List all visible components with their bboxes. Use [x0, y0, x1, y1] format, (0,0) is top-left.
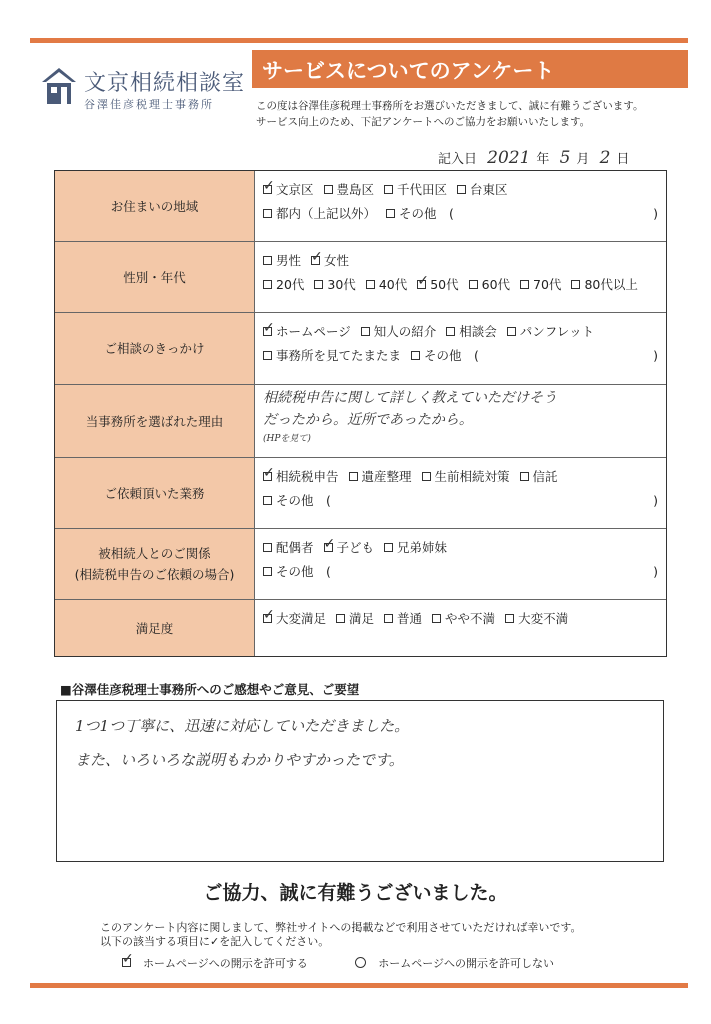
checked-checkbox-icon[interactable]: [311, 256, 320, 265]
consent-options: [122, 955, 578, 971]
option-label: ホームページ: [276, 324, 351, 339]
row-label: [55, 600, 255, 656]
footer-note: [100, 921, 581, 949]
option-label: 女性: [324, 253, 350, 268]
option-label: 大変不満: [518, 611, 569, 626]
checkbox-option[interactable]: [520, 467, 558, 485]
row-content: [255, 242, 666, 312]
checked-checkbox-icon[interactable]: [263, 614, 272, 623]
comment-box[interactable]: [56, 700, 664, 862]
handwritten-answer: 相続税申告に関して詳しく教えていただけそう: [263, 390, 557, 406]
checkbox-icon[interactable]: [457, 185, 466, 194]
checked-checkbox-icon[interactable]: [417, 280, 426, 289]
checkbox-icon[interactable]: [384, 614, 393, 623]
checkbox-icon[interactable]: [432, 614, 441, 623]
checkbox-icon[interactable]: [263, 209, 272, 218]
page-title: サービスについてのアンケート: [262, 59, 555, 83]
checked-checkbox-icon[interactable]: [263, 185, 272, 194]
checkbox-option[interactable]: [505, 609, 568, 627]
row-label: [55, 385, 255, 457]
date-year[interactable]: 2021: [487, 148, 531, 168]
close-paren: ): [653, 347, 658, 363]
option-label: 遺産整理: [361, 469, 412, 484]
house-logo-icon: [40, 66, 78, 106]
option-label: 豊島区: [336, 182, 375, 197]
checked-checkbox-icon[interactable]: [122, 958, 131, 967]
checkbox-icon[interactable]: [361, 327, 370, 336]
checkbox-icon[interactable]: [263, 256, 272, 265]
option-label: やや不満: [445, 611, 496, 626]
form-row: [55, 242, 666, 313]
checked-checkbox-icon[interactable]: [263, 472, 272, 481]
option-label: 男性: [276, 253, 302, 268]
close-paren: ): [653, 492, 658, 508]
checkbox-option[interactable]: [311, 251, 349, 269]
bottom-rule: [30, 983, 688, 988]
date-entry: [438, 148, 629, 168]
row-label-text: お住まいの地域: [110, 198, 199, 214]
checkbox-icon[interactable]: [505, 614, 514, 623]
comment-line: 1つ1つ丁寧に、迅速に対応していただきました。: [75, 717, 410, 735]
checkbox-option[interactable]: [263, 204, 376, 222]
checkbox-icon[interactable]: [324, 185, 333, 194]
checkbox-option[interactable]: [336, 609, 374, 627]
option-line: [263, 559, 658, 583]
checkbox-icon[interactable]: [469, 280, 478, 289]
option-label: その他 (: [276, 493, 331, 508]
option-label: 信託: [532, 469, 558, 484]
checkbox-option[interactable]: [263, 467, 339, 485]
checkbox-option[interactable]: [432, 609, 495, 627]
form-row: [55, 171, 666, 242]
option-label: その他 (: [276, 564, 331, 579]
checked-checkbox-icon[interactable]: [263, 327, 272, 336]
checkbox-option[interactable]: [457, 180, 508, 198]
title-bar: [252, 50, 688, 88]
option-label: 普通: [397, 611, 423, 626]
option-line: [263, 319, 658, 343]
top-rule: [30, 38, 688, 43]
checkbox-icon[interactable]: [366, 280, 375, 289]
option-label: 兄弟姉妹: [397, 540, 448, 555]
form-row: [55, 529, 666, 600]
consent-deny[interactable]: [355, 957, 566, 970]
option-line: [263, 201, 658, 225]
option-label: 20代: [276, 277, 305, 292]
option-label: 30代: [327, 277, 356, 292]
option-label: 事務所を見てたまたま: [276, 348, 402, 363]
checkbox-icon[interactable]: [349, 472, 358, 481]
option-label: 知人の紹介: [373, 324, 437, 339]
checkbox-option[interactable]: [366, 275, 407, 293]
handwritten-note: (HPを見て): [263, 434, 311, 444]
checkbox-icon[interactable]: [263, 280, 272, 289]
date-day[interactable]: 2: [599, 148, 611, 168]
row-label-text: 被相続人とのご関係: [98, 546, 211, 561]
row-label-text: ご相談のきっかけ: [104, 341, 205, 356]
checkbox-option[interactable]: [263, 275, 304, 293]
footer-line: 以下の該当する項目に✓を記入してください。: [100, 935, 330, 948]
checkbox-option[interactable]: [384, 538, 447, 556]
checkbox-icon[interactable]: [263, 543, 272, 552]
survey-form: [54, 170, 667, 657]
consent-allow-label: ホームページへの開示を許可する: [143, 957, 308, 970]
checkbox-icon[interactable]: [263, 567, 272, 576]
form-row: [55, 385, 666, 458]
option-label: その他 (: [424, 348, 479, 363]
row-content: [255, 458, 666, 528]
checkbox-icon[interactable]: [411, 351, 420, 360]
logo: [40, 66, 246, 116]
checkbox-icon[interactable]: [446, 327, 455, 336]
comment-line: また、いろいろな説明もわかりやすかったです。: [75, 751, 404, 769]
row-label-subtext: (相続税申告のご依頼の場合): [74, 567, 235, 582]
checkbox-option[interactable]: [263, 609, 326, 627]
option-label: 子ども: [336, 540, 375, 555]
checkbox-icon[interactable]: [263, 496, 272, 505]
option-label: 40代: [378, 277, 408, 292]
checkbox-option[interactable]: [263, 491, 331, 509]
checkbox-icon[interactable]: [386, 209, 395, 218]
row-label: [55, 171, 255, 241]
option-label: 生前相続対策: [434, 469, 510, 484]
consent-deny-label: ホームページへの開示を許可しない: [378, 957, 555, 970]
date-month[interactable]: 5: [559, 148, 571, 168]
checkbox-icon[interactable]: [520, 472, 529, 481]
year-unit: 年: [536, 152, 550, 167]
row-label-text: 当事務所を選ばれた理由: [85, 413, 224, 429]
consent-allow[interactable]: [122, 957, 320, 970]
option-label: 相談会: [459, 324, 497, 339]
row-label: [55, 458, 255, 528]
intro-line: サービス向上のため、下記アンケートへのご協力をお願いいたします。: [256, 116, 591, 128]
logo-subtitle: 谷澤佳彦税理士事務所: [84, 98, 214, 111]
option-label: 配偶者: [276, 540, 314, 555]
checkbox-icon[interactable]: [263, 351, 272, 360]
row-content: [255, 171, 666, 241]
row-content: [255, 529, 666, 599]
date-label: 記入日: [438, 152, 478, 167]
option-label: パンフレット: [519, 324, 595, 339]
checkbox-option[interactable]: [324, 538, 375, 556]
option-label: 80代以上: [584, 277, 638, 292]
checkbox-option[interactable]: [386, 204, 454, 222]
checked-checkbox-icon[interactable]: [324, 543, 333, 552]
comment-heading: ■谷澤佳彦税理士事務所へのご感想やご意見、ご要望: [60, 682, 360, 697]
close-paren: ): [653, 563, 658, 579]
thanks-message: ご協力、誠に有難うございました。: [203, 882, 508, 904]
checkbox-icon[interactable]: [336, 614, 345, 623]
checkbox-icon[interactable]: [422, 472, 431, 481]
checkbox-option[interactable]: [384, 180, 447, 198]
row-content: [255, 313, 666, 384]
checkbox-option[interactable]: [469, 275, 510, 293]
checkbox-icon[interactable]: [507, 327, 516, 336]
checkbox-option[interactable]: [520, 275, 561, 293]
checkbox-option[interactable]: [263, 180, 314, 198]
form-row: [55, 600, 666, 656]
option-label: 60代: [481, 277, 511, 292]
footer-line: このアンケート内容に関しまして、弊社サイトへの掲載などで利用させていただければ幸いです。: [100, 921, 582, 934]
row-label: [55, 313, 255, 384]
option-label: 満足: [349, 611, 375, 626]
row-label-text: ご依頼頂いた業務: [104, 485, 205, 501]
row-label-text: 満足度: [135, 620, 174, 636]
checkbox-icon[interactable]: [384, 185, 393, 194]
option-label: その他 (: [399, 206, 454, 221]
row-label-text: 性別・年代: [123, 269, 186, 285]
checkbox-option[interactable]: [263, 538, 314, 556]
checkbox-option[interactable]: [507, 322, 594, 340]
checkbox-option[interactable]: [263, 562, 331, 580]
checkbox-option[interactable]: [263, 322, 351, 340]
option-label: 台東区: [470, 182, 508, 197]
option-line: [263, 343, 658, 367]
month-unit: 月: [576, 152, 590, 167]
option-line: [263, 488, 658, 512]
logo-name: 文京相続相談室: [84, 71, 246, 96]
checkbox-option[interactable]: [263, 251, 301, 269]
checkbox-option[interactable]: [571, 275, 637, 293]
option-line: [263, 606, 658, 630]
option-label: 相続税申告: [276, 469, 339, 484]
radio-icon[interactable]: [355, 957, 366, 968]
close-paren: ): [653, 205, 658, 221]
checkbox-option[interactable]: [384, 609, 422, 627]
option-line: [263, 177, 658, 201]
checkbox-icon[interactable]: [384, 543, 393, 552]
row-label: [55, 242, 255, 312]
form-row: [55, 313, 666, 385]
checkbox-option[interactable]: [411, 346, 479, 364]
option-label: 大変満足: [276, 611, 327, 626]
option-label: 50代: [430, 277, 459, 292]
checkbox-option[interactable]: [263, 346, 401, 364]
checkbox-option[interactable]: [417, 275, 458, 293]
option-label: 都内（上記以外）: [276, 206, 377, 221]
checkbox-option[interactable]: [446, 322, 497, 340]
day-unit: 日: [616, 152, 630, 167]
option-line: [263, 248, 658, 272]
checkbox-option[interactable]: [361, 322, 437, 340]
form-row: [55, 458, 666, 529]
checkbox-icon[interactable]: [571, 280, 580, 289]
row-content: [255, 600, 666, 656]
option-line: [263, 272, 658, 296]
row-content: [255, 385, 666, 457]
checkbox-option[interactable]: [422, 467, 510, 485]
option-label: 文京区: [276, 182, 314, 197]
checkbox-icon[interactable]: [520, 280, 529, 289]
checkbox-option[interactable]: [324, 180, 375, 198]
checkbox-option[interactable]: [314, 275, 355, 293]
intro-text: [256, 98, 643, 130]
intro-line: この度は谷澤佳彦税理士事務所をお選びいただきまして、誠に有難うございます。: [256, 100, 644, 112]
option-line: [263, 535, 658, 559]
option-label: 千代田区: [397, 182, 448, 197]
checkbox-option[interactable]: [349, 467, 412, 485]
row-label: [55, 529, 255, 599]
option-line: [263, 464, 658, 488]
handwritten-answer: だったから。近所であったから。: [263, 412, 473, 428]
checkbox-icon[interactable]: [314, 280, 323, 289]
option-label: 70代: [533, 277, 562, 292]
